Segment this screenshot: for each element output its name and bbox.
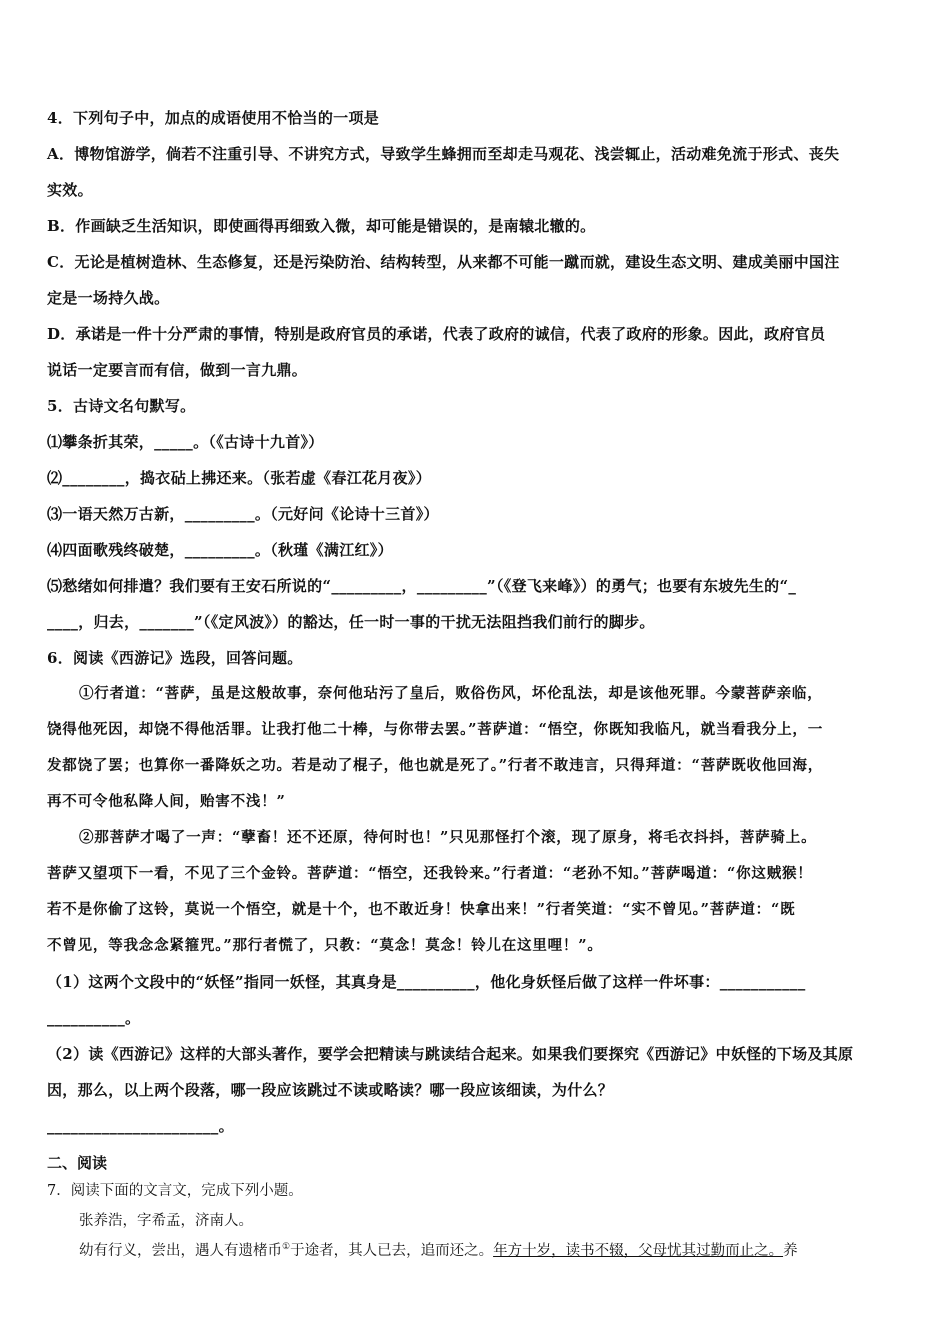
- q7-stem: 7．阅读下面的文言文，完成下列小题。: [47, 1183, 303, 1199]
- q6-passage-1-line2: 饶得他死因，却饶不得他活罪。让我打他二十棒，与你带去罢。”菩萨道：“悟空，你既知我临凡，就当看我分上，一: [47, 721, 824, 738]
- q6-passage-2-line1: ②那菩萨才喝了一声：“孽畜！还不还原，待何时也！”只见那怪打个滚，现了原身，将毛衣抖抖，菩萨骑上。: [79, 829, 817, 846]
- q6-passage-2-line4: 不曾见，等我念念紧箍咒。”那行者慌了，只教：“莫念！莫念！铃儿在这里哩！”。: [47, 937, 603, 954]
- q6-subquestion-1-line1: （1）这两个文段中的“妖怪”指同一妖怪，其真身是__________，他化身妖怪后做了这样一件坏事：___________: [47, 973, 806, 991]
- q7-text-line1: 张养浩，字希孟，济南人。: [79, 1213, 253, 1229]
- q6-subquestion-2-line1: （2）读《西游记》这样的大部头著作，要学会把精读与跳读结合起来。如果我们要探究《西游记》中妖怪的下场及其原: [47, 1045, 854, 1063]
- q5-stem: 5．古诗文名句默写。: [47, 397, 196, 415]
- q6-subquestion-1-line2: __________。: [47, 1009, 141, 1027]
- q4-option-a-line1: A．博物馆游学，倘若不注重引导、不讲究方式，导致学生蜂拥而至却走马观花、浅尝辄止，活动难免流于形式、丧失: [47, 145, 840, 163]
- q7-text-segment-a: 幼有行义，尝出，遇人有遗楮币: [79, 1243, 282, 1259]
- q4-option-b: B．作画缺乏生活知识，即使画得再细致入微，却可能是错误的，是南辕北辙的。: [47, 217, 596, 235]
- q4-option-d-line1: D．承诺是一件十分严肃的事情，特别是政府官员的承诺，代表了政府的诚信，代表了政府的形象。因此，政府官员: [47, 325, 826, 343]
- q5-item-5-line1: ⑸愁绪如何排遣？我们要有王安石所说的“_________，_________”（《登飞来峰》）的勇气；也要有东坡先生的“_: [47, 577, 797, 595]
- q6-subquestion-2-line2: 因，那么，以上两个段落，哪一段应该跳过不读或略读？哪一段应该细读，为什么？: [47, 1081, 614, 1099]
- q4-option-a-line2: 实效。: [47, 181, 93, 199]
- q4-option-c-line2: 定是一场持久战。: [47, 289, 170, 307]
- section-heading-reading: 二、阅读: [47, 1154, 108, 1172]
- q7-text-line2: [47, 1236, 907, 1266]
- q7-footnote-marker: ①: [282, 1242, 291, 1253]
- q4-stem: 4．下列句子中，加点的成语使用不恰当的一项是: [47, 109, 380, 127]
- q6-passage-1-line4: 再不可令他私降人间，贻害不浅！”: [47, 793, 286, 810]
- q5-item-1: ⑴攀条折其荣，_____。（《古诗十九首》）: [47, 433, 324, 451]
- q5-item-3: ⑶一语天然万古新，_________。（元好问《论诗十三首》）: [47, 505, 439, 523]
- q7-text-segment-b: 于途者，其人已去，追而还之。: [290, 1243, 494, 1259]
- q6-passage-2-line2: 菩萨又望项下一看，不见了三个金铃。菩萨道：“悟空，还我铃来。”行者道：“老孙不知。”菩萨喝道：“你这贼猴！: [47, 865, 813, 882]
- q5-item-2: ⑵________，捣衣砧上拂还来。（张若虚《春江花月夜》）: [47, 469, 432, 487]
- q5-item-5-line2: ____，归去，_______”（《定风波》）的豁达，任一时一事的干扰无法阻挡我们前行的脚步。: [47, 613, 655, 631]
- q5-item-4: ⑷四面歌残终破楚，_________。（秋瑾《满江红》）: [47, 541, 393, 559]
- q4-option-c-line1: C．无论是植树造林、生态修复，还是污染防治、结构转型，从来都不可能一蹴而就，建设生态文明、建成美丽中国注: [47, 253, 840, 271]
- q6-passage-2-line3: 若不是你偷了这铃，莫说一个悟空，就是十个，也不敢近身！快拿出来！”行者笑道：“实不曾见。”菩萨道：“既: [47, 901, 796, 918]
- q4-option-d-line2: 说话一定要言而有信，做到一言九鼎。: [47, 361, 308, 379]
- q6-subquestion-2-answer-line: ______________________。: [47, 1117, 234, 1135]
- q6-passage-1-line1: ①行者道：“菩萨，虽是这般故事，奈何他玷污了皇后，败俗伤风，坏伦乱法，却是该他死罪。今蒙菩萨亲临，: [79, 685, 823, 702]
- q6-stem: 6．阅读《西游记》选段，回答问题。: [47, 649, 303, 667]
- q7-underlined-sentence: 年方十岁，读书不辍，父母忧其过勤而止之。: [493, 1243, 784, 1259]
- exam-page: [47, 100, 907, 1266]
- q6-passage-1-line3: 发都饶了罢；也算你一番降妖之功。若是动了棍子，他也就是死了。”行者不敢违言，只得拜道：“菩萨既收他回海，: [47, 757, 824, 774]
- q7-text-segment-c: 养: [783, 1243, 798, 1259]
